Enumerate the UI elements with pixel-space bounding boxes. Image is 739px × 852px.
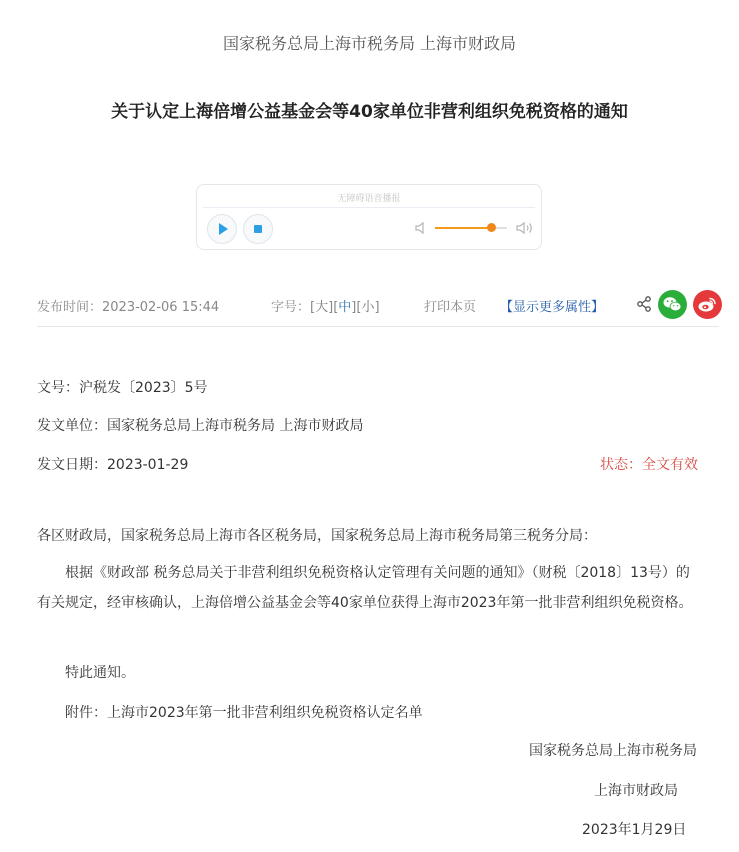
audio-player xyxy=(196,184,542,250)
body-paragraph: 根据《财政部 税务总局关于非营利组织免税资格认定管理有关问题的通知》（财税〔2018〕13号）的有关规定，经审核确认，上海倍增公益基金会等40家单位获得上海市2023年第一批非营利组织免税资格。 xyxy=(37,565,693,611)
publish-label: 发布时间： xyxy=(37,300,103,315)
doc-number: 文号：沪税发〔2023〕5号 xyxy=(37,380,208,396)
signature-date: 2023年1月29日 xyxy=(582,822,687,838)
status-badge: 状态：全文有效 xyxy=(600,457,698,473)
player-divider xyxy=(203,207,535,208)
font-size-label: 字号： xyxy=(271,300,311,315)
font-size-control: 字号：[大][中][小] xyxy=(271,300,380,315)
weibo-icon[interactable] xyxy=(693,290,722,319)
salutation: 各区财政局，国家税务总局上海市各区税务局，国家税务总局上海市税务局第三税务分局： xyxy=(37,528,597,544)
share-icon[interactable] xyxy=(635,295,653,313)
page-title: 关于认定上海倍增公益基金会等40家单位非营利组织免税资格的通知 xyxy=(111,102,628,122)
font-medium-button[interactable]: 中 xyxy=(338,300,352,315)
volume-slider-knob[interactable] xyxy=(487,223,496,232)
signature-bureau: 上海市财政局 xyxy=(594,783,678,799)
toolbar-divider xyxy=(37,326,719,327)
publish-time: 2023-02-06 15:44 xyxy=(102,300,220,315)
publish-info xyxy=(37,296,219,315)
stop-button[interactable] xyxy=(243,214,273,244)
doc-date: 发文日期：2023-01-29 xyxy=(37,457,189,473)
font-large-button[interactable]: 大 xyxy=(315,300,329,315)
volume-low-icon[interactable] xyxy=(414,221,430,235)
wechat-icon[interactable] xyxy=(658,290,687,319)
print-link[interactable]: 打印本页 xyxy=(424,300,477,315)
doc-issuer: 发文单位：国家税务总局上海市税务局 上海市财政局 xyxy=(37,418,364,434)
play-button[interactable] xyxy=(207,214,237,244)
more-attributes-link[interactable]: 【显示更多属性】 xyxy=(500,300,605,315)
notice-text: 特此通知。 xyxy=(65,665,135,681)
volume-slider-fill xyxy=(435,227,491,229)
volume-slider[interactable] xyxy=(435,227,507,229)
attachment-link[interactable]: 附件：上海市2023年第一批非营利组织免税资格认定名单 xyxy=(65,705,423,721)
volume-high-icon[interactable] xyxy=(515,221,533,235)
issuer-header: 国家税务总局上海市税务局 上海市财政局 xyxy=(222,34,517,53)
signature-issuer: 国家税务总局上海市税务局 xyxy=(529,743,697,759)
font-small-button[interactable]: 小 xyxy=(361,300,375,315)
player-hint: 无障碍语音播报 xyxy=(337,194,401,204)
